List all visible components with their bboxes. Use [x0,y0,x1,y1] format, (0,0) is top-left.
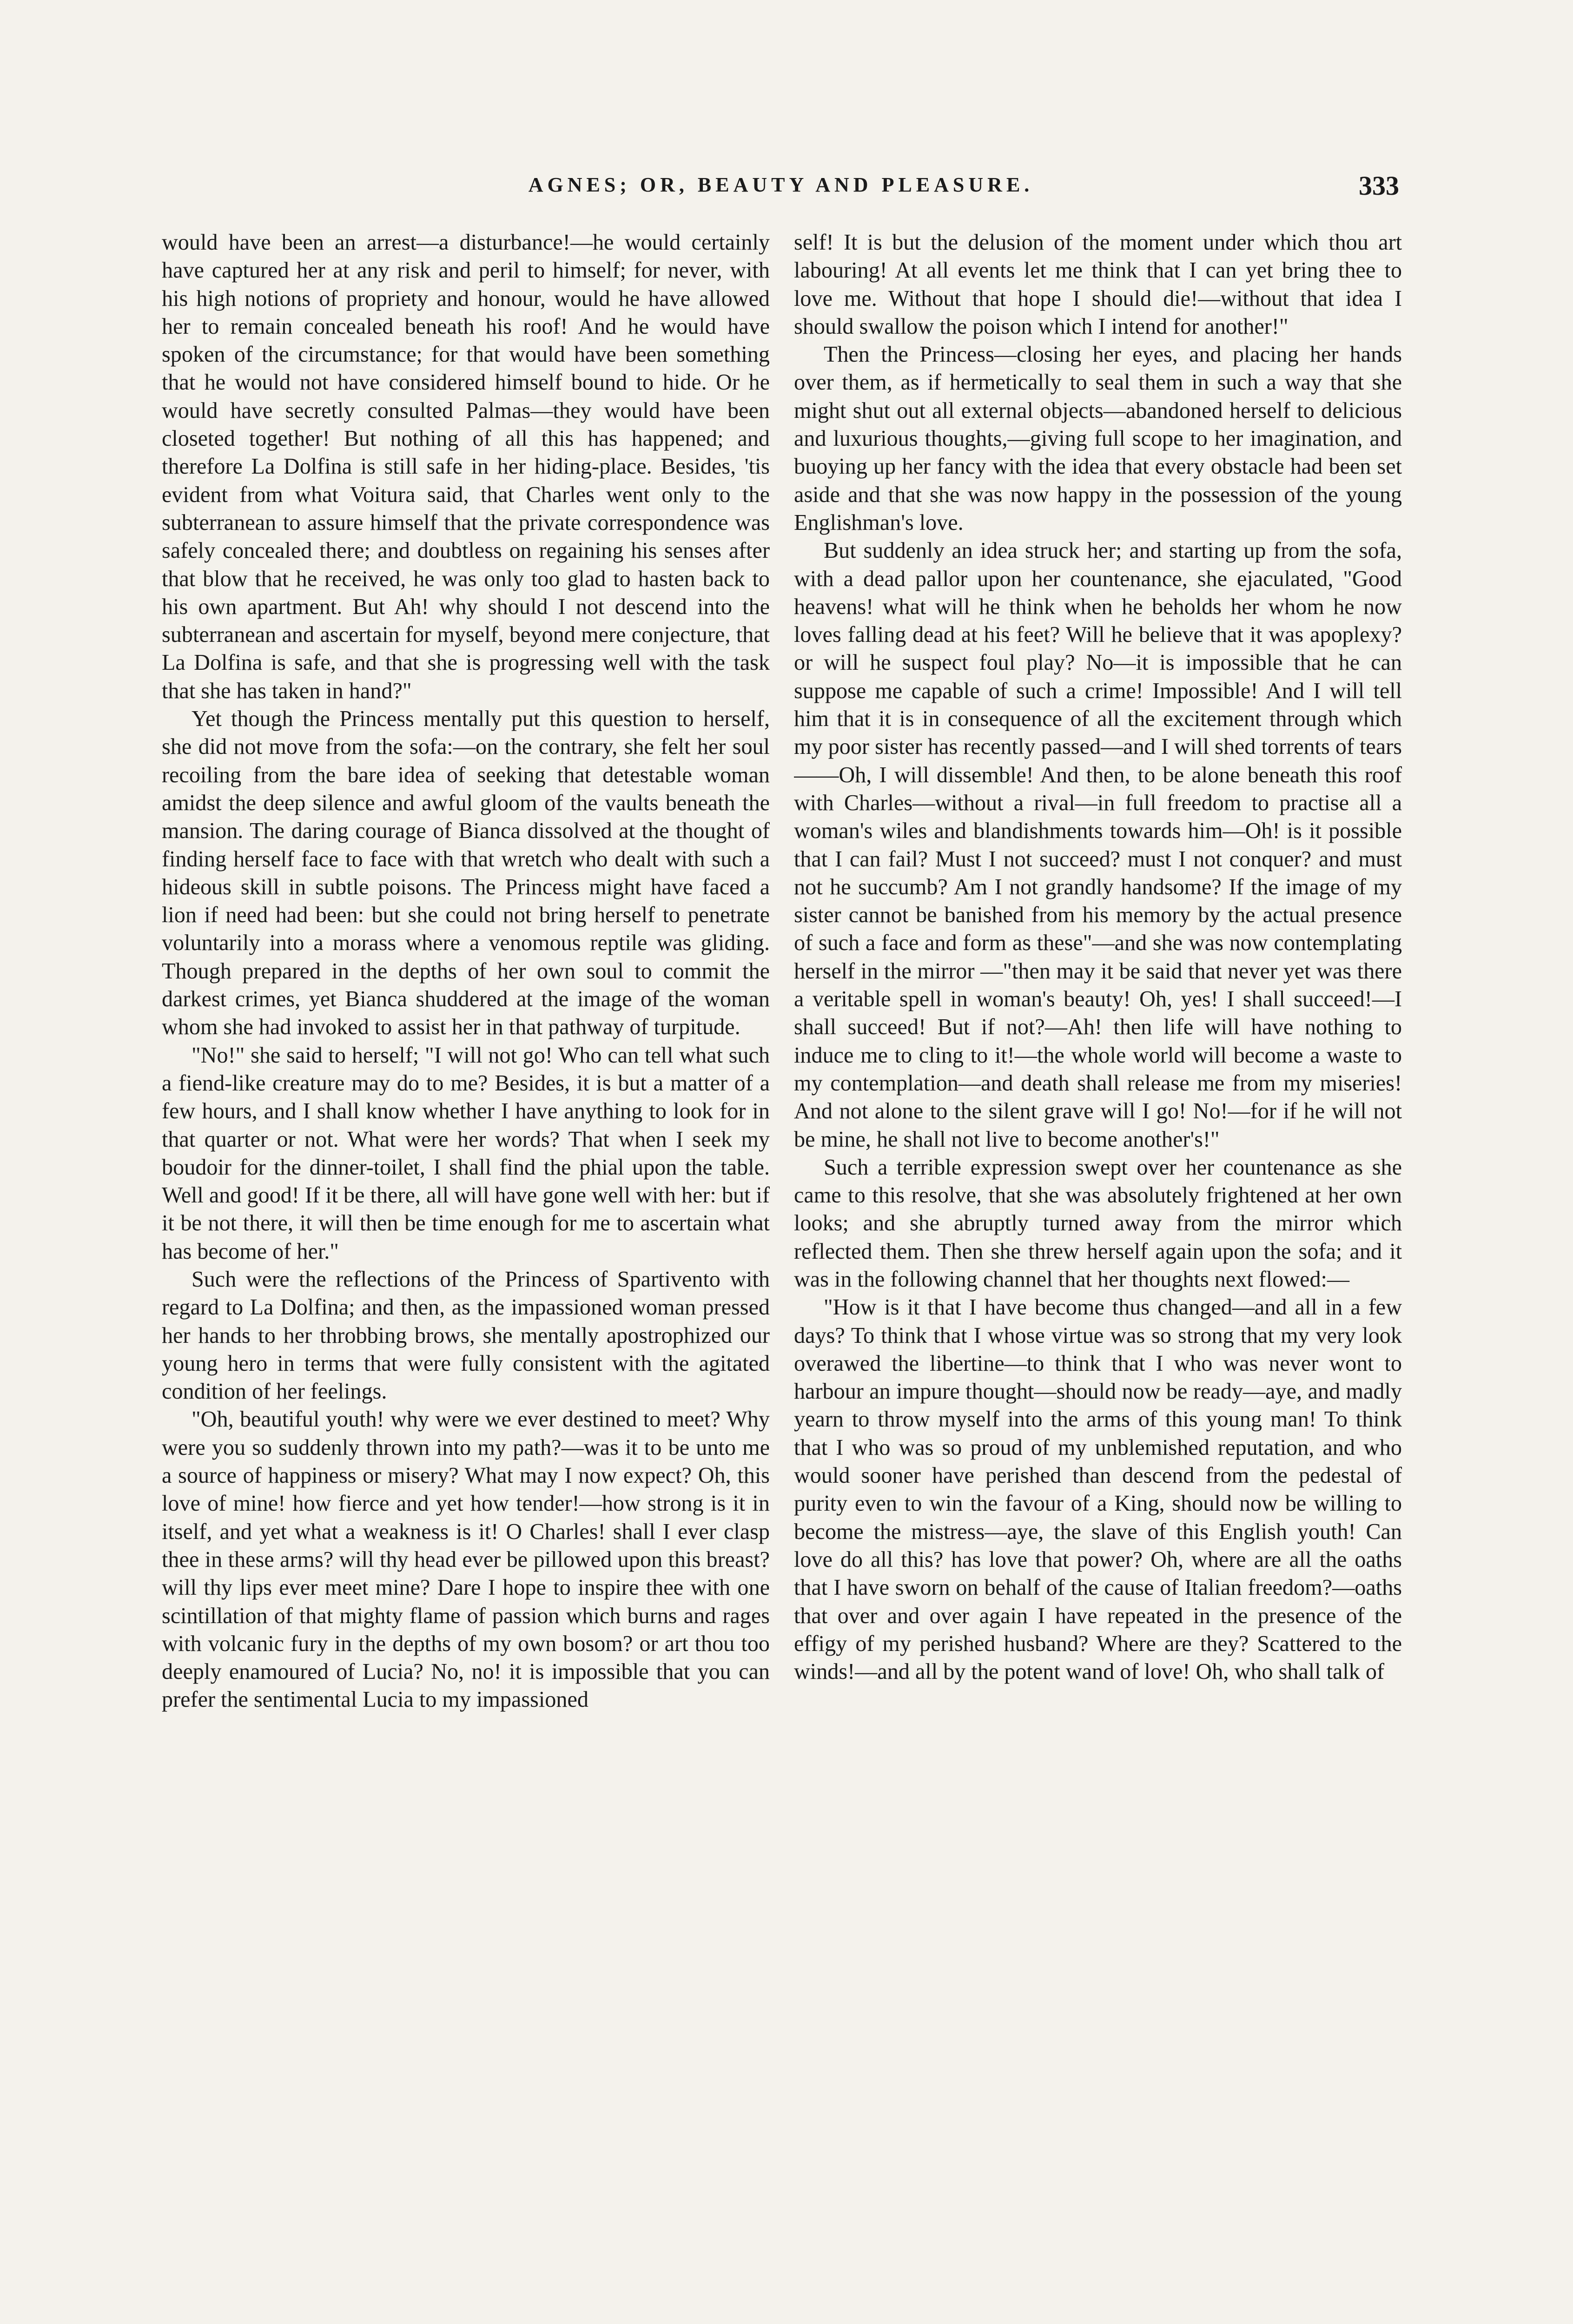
paragraph: Yet though the Princess mentally put this question to herself, she did not move from the sofa:—on the contrary, she felt her soul recoiling from the bare idea of seeking that detestable woman amidst the deep silence and awful gloom of the vaults beneath the mansion. The daring courage of Bianca dissolved at the thought of finding herself face to face with that wretch who dealt with such a hideous skill in subtle poisons. The Princess might have faced a lion if need had been: but she could not bring herself to penetrate voluntarily into a morass where a venomous reptile was gliding. Though prepared in the depths of her own soul to commit the darkest crimes, yet Bianca shuddered at the image of the woman whom she had invoked to assist her in that pathway of turpitude. [162,706,770,1040]
paragraph: "Oh, beautiful youth! why were we ever destined to meet? Why were you so suddenly thrown into my path?—was it to be unto me a source of happiness or misery? What may I now expect? Oh, this love of mine! how fierce and yet how tender!—how strong is it in itself, and yet what a weakness is it! O Charles! shall I ever clasp thee in these arms? will thy head ever be pillowed upon this breast? will thy lips ever meet mine? Dare I hope to inspire thee with one scintillation of that mighty flame of passion which burns and rages with volcanic fury in the depths of my own bosom? or art thou too deeply enamoured of Lucia? No, no! it is impossible that you can prefer the sentimental Lucia to my impassioned [162,1407,770,1712]
page-number: 333 [1359,171,1399,201]
paragraph: Then the Princess—closing her eyes, and placing her hands over them, as if hermetically to seal them in such a way that she might shut out all external objects—abandoned herself to delicious and luxurious thoughts,—giving full scope to her imagination, and buoying up her fancy with the idea that every obstacle had been set aside and that she was now happy in the possession of the young Englishman's love. [794,342,1402,535]
paragraph: Such a terrible expression swept over her countenance as she came to this resolve, that she was absolutely frightened at her own looks; and she abruptly turned away from the mirror which reflected them. Then she threw herself again upon the sofa; and it was in the following channel that her thoughts next flowed:— [794,1155,1402,1292]
paragraph: "How is it that I have become thus changed—and all in a few days? To think that I whose virtue was so strong that my very look overawed the libertine—to think that I who was never wont to harbour an impure thought—should now be ready—aye, and madly yearn to throw myself into the arms of this young man! To think that I who was so proud of my unblemished reputation, and who would sooner have perished than descend from the pedestal of purity even to win the favour of a King, should now be willing to become the mistress—aye, the slave of this English youth! Can love do all this? has love that power? Oh, where are all the oaths that I have sworn on behalf of the cause of Italian freedom?—oaths that over and over again I have repeated in the presence of the effigy of my perished husband? Where are they? Scattered to the winds!—and all by the potent wand of love! Oh, who shall talk of [794,1295,1402,1684]
paragraph: "No!" she said to herself; "I will not go! Who can tell what such a fiend-like creature may do to me? Besides, it is but a matter of a few hours, and I shall know whether I have anything to look for in that quarter or not. What were her words? That when I seek my boudoir for the dinner-toilet, I shall find the phial upon the table. Well and good! If it be there, all will have gone well with her: but if it be not there, it will then be time enough for me to ascertain what has become of her." [162,1043,770,1264]
paragraph: would have been an arrest—a disturbance!—he would certainly have captured her at any risk and peril to himself; for never, with his high notions of propriety and honour, would he have allowed her to remain concealed beneath his roof! And he would have spoken of the circumstance; for that would have been something that he would not have considered himself bound to hide. Or he would have secretly consulted Palmas—they would have been closeted together! But nothing of all this has happened; and therefore La Dolfina is still safe in her hiding-place. Besides, 'tis evident from what Voitura said, that Charles went only to the subterranean to assure himself that the private correspondence was safely concealed there; and doubtless on regaining his senses after that blow that he received, he was only too glad to hasten back to his own apartment. But Ah! why should I not descend into the subterranean and ascertain for myself, beyond mere conjecture, that La Dolfina is safe, and that she is progressing well with the task that she has taken in hand?" [162,230,770,703]
left-column [162,229,770,2324]
right-column [794,229,1402,2324]
page-header [163,173,1399,210]
paragraph: self! It is but the delusion of the moment under which thou art labouring! At all events let me think that I can yet bring thee to love me. Without that hope I should die!—without that idea I should swallow the poison which I intend for another!" [794,230,1402,339]
paragraph: But suddenly an idea struck her; and starting up from the sofa, with a dead pallor upon her countenance, she ejaculated, "Good heavens! what will he think when he beholds her whom he now loves falling dead at his feet? Will he believe that it was apoplexy? or will he suspect foul play? No—it is impossible that he can suppose me capable of such a crime! Impossible! And I will tell him that it is in consequence of all the excitement through which my poor sister has recently passed—and I will shed torrents of tears ——Oh, I will dissemble! And then, to be alone beneath this roof with Charles—without a rival—in full freedom to practise all a woman's wiles and blandishments towards him—Oh! is it possible that I can fail? Must I not succeed? must I not conquer? and must not he succumb? Am I not grandly handsome? If the image of my sister cannot be banished from his memory by the actual presence of such a face and form as these"—and she was now contemplating herself in the mirror —"then may it be said that never yet was there a veritable spell in woman's beauty! Oh, yes! I shall succeed!—I shall succeed! But if not?—Ah! then life will have nothing to induce me to cling to it!—the whole world will become a waste to my contemplation—and death shall release me from my miseries! And not alone to the silent grave will I go! No!—for if he will not be mine, he shall not live to become another's!" [794,538,1402,1152]
running-title: AGNES; OR, BEAUTY AND PLEASURE. [528,173,1034,196]
paragraph: Such were the reflections of the Princess of Spartivento with regard to La Dolfina; and then, as the impassioned woman pressed her hands to her throbbing brows, she mentally apostrophized our young hero in terms that were fully consistent with the agitated condition of her feelings. [162,1267,770,1404]
